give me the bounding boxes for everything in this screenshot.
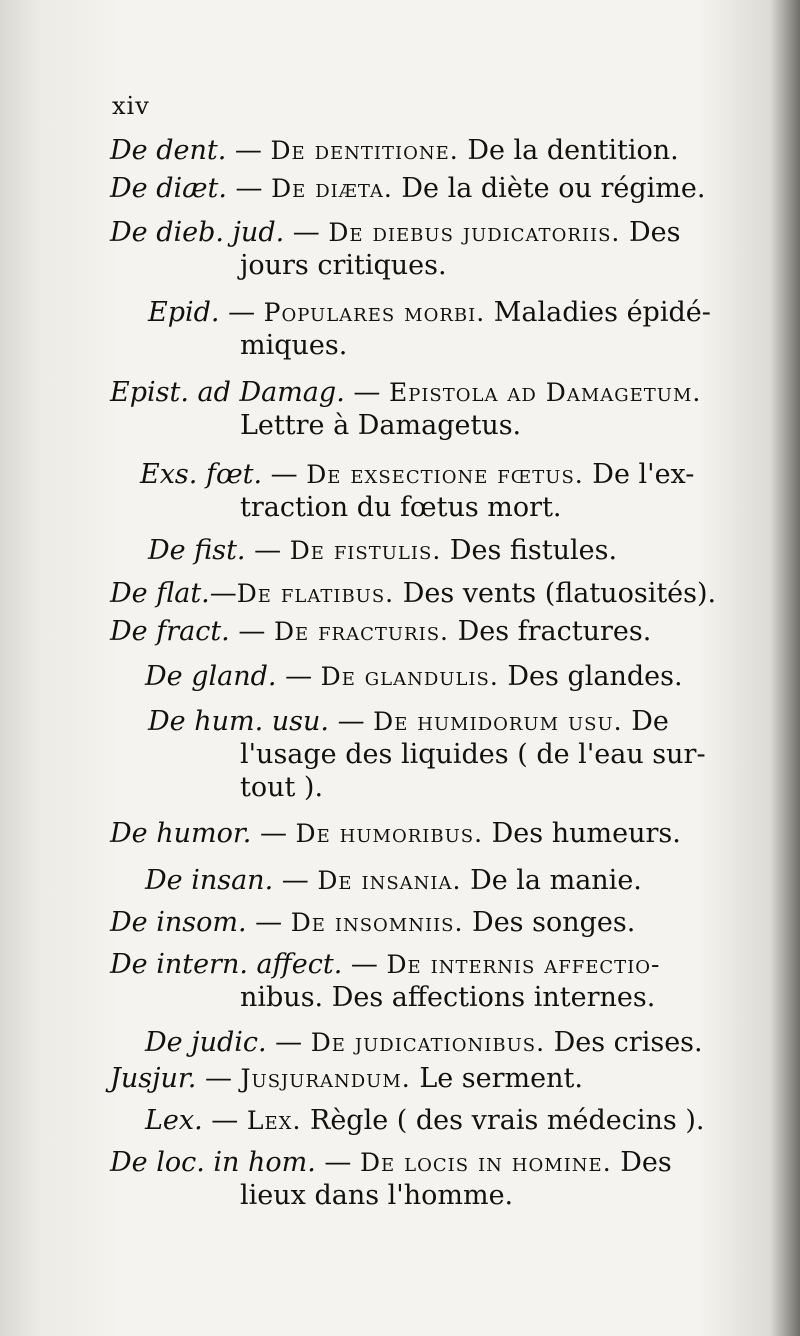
list-item (148, 705, 788, 804)
abbreviation: De judic. (145, 1027, 267, 1058)
latin-title: Populares morbi. (263, 298, 486, 327)
latin-title: De humoribus. (295, 819, 484, 848)
list-item (110, 1062, 750, 1095)
dash: — (315, 1147, 360, 1178)
abbreviation: De flat. (110, 578, 210, 609)
dash: — (328, 706, 374, 737)
french-title: De la manie. (461, 865, 642, 896)
abbreviation: De dent. (110, 135, 227, 166)
dash: — (266, 1027, 311, 1058)
latin-title: De insomniis. (290, 908, 464, 937)
dash: — (196, 1063, 241, 1094)
abbreviation: De gland. (145, 661, 277, 692)
list-item (110, 615, 750, 648)
latin-title: De judicationibus. (310, 1028, 546, 1057)
abbreviation: De diæt. (110, 173, 227, 204)
list-item (110, 817, 750, 850)
dash: — (209, 578, 237, 609)
continuation-line: lieux dans l'homme. (240, 1180, 514, 1211)
abbreviation: De insom. (110, 907, 247, 938)
dash: — (246, 907, 291, 938)
latin-title: De insania. (317, 866, 462, 895)
french-title: Des crises. (545, 1027, 703, 1058)
latin-title: De fistulis. (289, 536, 442, 565)
french-title: Des fistules. (441, 535, 618, 566)
latin-title: De internis affectio- (386, 950, 661, 979)
french-title: Des (620, 217, 681, 248)
latin-title: De glandulis. (320, 662, 499, 691)
latin-title: De dentitione. (270, 136, 459, 165)
latin-title: Epistola ad Damagetum. (388, 378, 702, 407)
french-title: De la dentition. (458, 135, 679, 166)
dash: — (276, 661, 321, 692)
french-title: Des fractures. (449, 616, 652, 647)
abbreviation: De loc. in hom. (110, 1147, 316, 1178)
list-item (145, 864, 785, 897)
list-item (110, 376, 750, 442)
continuation-line: miques. (240, 330, 348, 361)
abbreviation: Lex. (145, 1105, 203, 1136)
continuation-line: l'usage des liquides ( de l'eau sur- (240, 739, 706, 770)
list-item (148, 534, 788, 567)
abbreviation: De dieb. jud. (110, 217, 285, 248)
abbreviation: De hum. usu. (148, 706, 329, 737)
french-title: Des humeurs. (483, 818, 681, 849)
latin-title: Lex. (246, 1106, 302, 1135)
dash: — (251, 818, 296, 849)
list-item (110, 134, 750, 167)
continuation-line: tout ). (240, 772, 324, 803)
dash: — (273, 865, 318, 896)
list-item (148, 296, 788, 362)
latin-title: De diebus judicatoriis. (328, 218, 621, 247)
list-item (110, 948, 750, 1014)
dash: — (226, 135, 271, 166)
french-title: Maladies épidé- (485, 297, 711, 328)
dash: — (262, 459, 307, 490)
latin-title: De flatibus. (236, 579, 395, 608)
dash: — (226, 173, 272, 204)
french-title: De (622, 706, 669, 737)
dash: — (245, 535, 290, 566)
french-title: Des glandes. (498, 661, 683, 692)
dash: — (344, 377, 389, 408)
latin-title: De locis in homine. (360, 1148, 612, 1177)
list-item (145, 1104, 785, 1137)
french-title: Règle ( des vrais médecins ). (301, 1105, 705, 1136)
abbreviation: Epist. ad Damag. (110, 377, 345, 408)
french-title: De l'ex- (583, 459, 695, 490)
latin-title: De fracturis. (273, 617, 449, 646)
list-item (110, 906, 750, 939)
abbreviation: Jusjur. (110, 1063, 197, 1094)
continuation-line: jours critiques. (240, 250, 447, 281)
abbreviation: De insan. (145, 865, 274, 896)
list-item (110, 216, 750, 282)
french-title: Le serment. (410, 1063, 583, 1094)
list-item (110, 1146, 750, 1212)
abbreviation: De humor. (110, 818, 252, 849)
abbreviation: Exs. fœt. (140, 459, 263, 490)
dash: — (202, 1105, 247, 1136)
french-title: Des (611, 1147, 672, 1178)
latin-title: De humidorum usu. (373, 707, 623, 736)
french-title: Des songes. (463, 907, 636, 938)
latin-title: De exsectione fœtus. (306, 460, 584, 489)
abbreviation: De fract. (110, 616, 230, 647)
list-item (140, 458, 780, 524)
abbreviation: Epid. (148, 297, 220, 328)
continuation-line: Lettre à Damagetus. (240, 410, 522, 441)
latin-title: De diæta. (271, 174, 393, 203)
list-item (145, 1026, 785, 1059)
abbreviation: De intern. affect. (110, 949, 343, 980)
continuation-line: traction du fœtus mort. (240, 492, 562, 523)
list-item (110, 172, 750, 205)
page-number: xiv (112, 92, 150, 120)
latin-title: Jusjurandum. (240, 1064, 411, 1093)
dash: — (219, 297, 264, 328)
continuation-line: nibus. Des affections internes. (240, 982, 656, 1013)
list-item (145, 660, 785, 693)
dash: — (229, 616, 274, 647)
french-title: De la diète ou régime. (392, 173, 706, 204)
french-title: Des vents (flatuosités). (394, 578, 717, 609)
dash: — (284, 217, 329, 248)
dash: — (342, 949, 387, 980)
abbreviation: De fist. (148, 535, 246, 566)
list-item (110, 577, 750, 610)
